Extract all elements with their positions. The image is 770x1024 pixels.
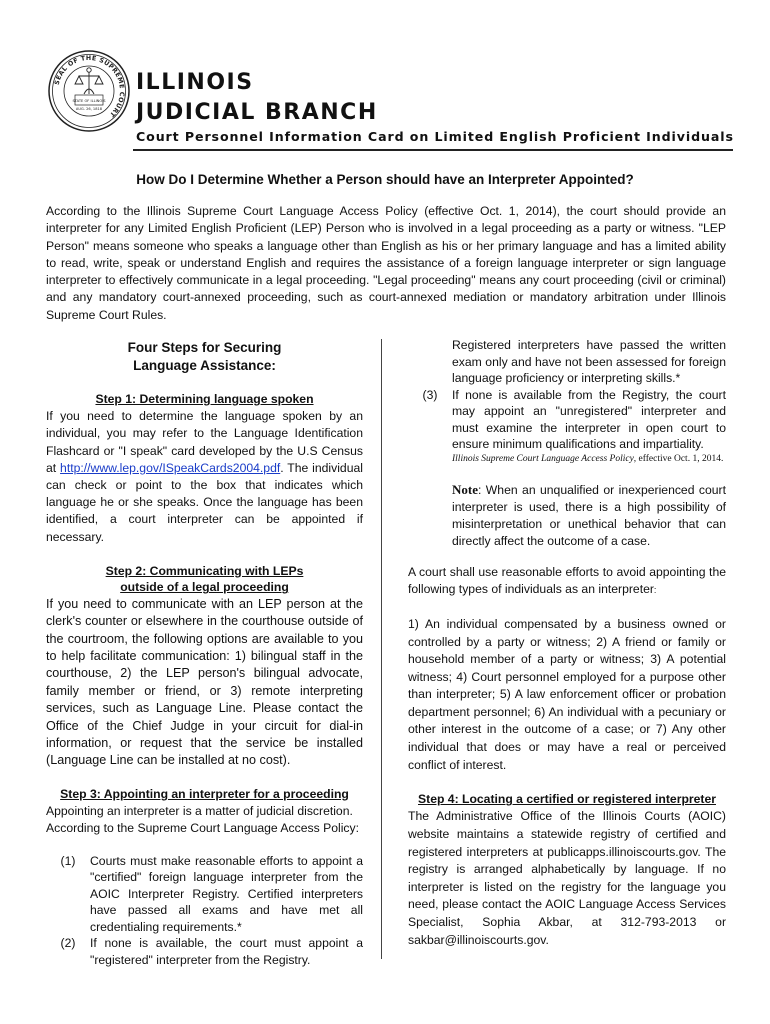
ispeak-card-link[interactable]: http://www.lep.gov/ISpeakCards2004.pdf (60, 460, 281, 475)
step3-title: Step 3: Appointing an interpreter for a proceeding (60, 786, 349, 801)
intro-paragraph: According to the Illinois Supreme Court Language Access Policy (effective Oct. 1, 2014), the court should provide an interpreter for any Limited English Proficient (LEP) Person who is involved in a legal proceeding as a party or witness. "LEP Person" means someone who speaks a language other than English as his or her primary language and has a limited ability to read, write, speak or understand English and requires the assistance of a foreign language interpreter or sign language interpreter to effectively communicate in a legal proceeding. "Legal proceeding" means any court proceeding (civil or criminal) and any mandatory court-annexed proceeding, such as court-annexed mediation or mandatory arbitration under Illinois Supreme Court Rules. (46, 204, 726, 322)
list-item (408, 387, 726, 465)
page-question: How Do I Determine Whether a Person should have an Interpreter Appointed? (136, 172, 634, 187)
supreme-court-seal (48, 50, 130, 132)
list-item-continued (408, 337, 726, 387)
step3-text: Appointing an interpreter is a matter of judicial discretion. According to the Supreme Court Language Access Policy: (46, 804, 359, 836)
seal-outer-text: SEAL OF THE SUPREME COURT (53, 54, 126, 119)
header-divider (133, 149, 733, 151)
seal-date-text: AUG. 26, 1818 (75, 107, 103, 111)
list-item-number: (3) (422, 387, 438, 402)
left-column (46, 337, 363, 968)
step2-title-line1: Step 2: Communicating with LEPs (105, 563, 304, 578)
list-item-text: Courts must make reasonable efforts to appoint a "certified" foreign language interpreter from the AOIC Interpreter Registry. Certified interpreters have passed all exams and have met all credentialing requirements.* (90, 853, 363, 934)
step2-text: If you need to communicate with an LEP person at the clerk's counter or elsewhere in the courthouse outside of the courtroom, the following options are available to you to help facilitate communication: 1) bilingual staff in the courthouse, 2) the LEP person's bilingual advocate, family member or friend, or 3) remote interpreting services, such as Language Line. Please contact the Office of the Chief Judge in your circuit for dial-in information, or request that the service be installed (Language Line can be installed at no cost). (46, 596, 363, 768)
step2-title-line2: outside of a legal proceeding (120, 580, 289, 595)
header-title-line2: JUDICIAL BRANCH (136, 100, 378, 125)
list-item-text: If none is available, the court must appoint a "registered" interpreter from the Registry. (90, 936, 363, 967)
steps-heading-line2: Language Assistance: (133, 358, 276, 373)
header-title-line1: ILLINOIS (136, 70, 254, 95)
steps-heading-line1: Four Steps for Securing (127, 340, 282, 355)
note-paragraph: Note: When an unqualified or inexperienced court interpreter is used, there is a high possibility of misinterpretation or unethical behavior that can directly affect the outcome of a case. (452, 481, 726, 548)
list-item-text: If none is available from the Registry, the court may appoint an "unregistered" interpreter and must examine the interpreter in open court to ensure minimum qualifications and impartiality. (452, 387, 726, 451)
seal-state-text: STATE OF ILLINOIS (72, 99, 106, 103)
list-item-number: (1) (60, 853, 76, 868)
list-item (46, 935, 363, 968)
list-item-text: Registered interpreters have passed the written exam only and have not been assessed for foreign language proficiency or interpreting skills.* (452, 338, 726, 385)
avoid-intro: A court shall use reasonable efforts to avoid appointing the following types of individuals as an interpreter: (408, 564, 726, 596)
column-divider (381, 339, 382, 959)
step4-text: The Administrative Office of the Illinois Courts (AOIC) website maintains a statewide registry of certified and registered interpreters at publicapps.illinoiscourts.gov. The registry is arranged alphabetically by language. If no interpreter is listed on the registry for the language you need, please contact the AOIC Language Access Services Specialist, Sophia Akbar, at 312-793-2013 or sakbar@illinoiscourts.gov. (408, 809, 726, 947)
list-item (46, 853, 363, 936)
list-item-number: (2) (60, 936, 76, 950)
step1-text: If you need to determine the language spoken by an individual, you may refer to the Language Identification Flashcard or "I speak" card developed by the U.S Census at http://www.lep.gov/ISpeakCards2004.pdf. The individual can check or point to the box that indicates which language he or she speaks. Once the language has been identified, a court interpreter can be appointed if necessary. (46, 409, 363, 544)
right-column (408, 337, 726, 949)
step4-title: Step 4: Locating a certified or registered interpreter (418, 792, 716, 807)
step1-title: Step 1: Determining language spoken (95, 392, 314, 406)
header-subtitle: Court Personnel Information Card on Limited English Proficient Individuals (136, 129, 734, 144)
policy-citation: Illinois Supreme Court Language Access Policy, effective Oct. 1, 2014. (452, 453, 724, 464)
note-label: Note (452, 481, 478, 497)
avoid-list: 1) An individual compensated by a business owned or controlled by a party or witness; 2) A friend or family or household member of a party or witness; 3) A potential witness; 4) Court personnel employed for a purpose other than interpreter; 5) A law enforcement officer or probation department personnel; 6) An individual with a pecuniary or other interest in the outcome of a case; or 7) Any other individual that does or may have a real or perceived conflict of interest. (408, 616, 726, 772)
